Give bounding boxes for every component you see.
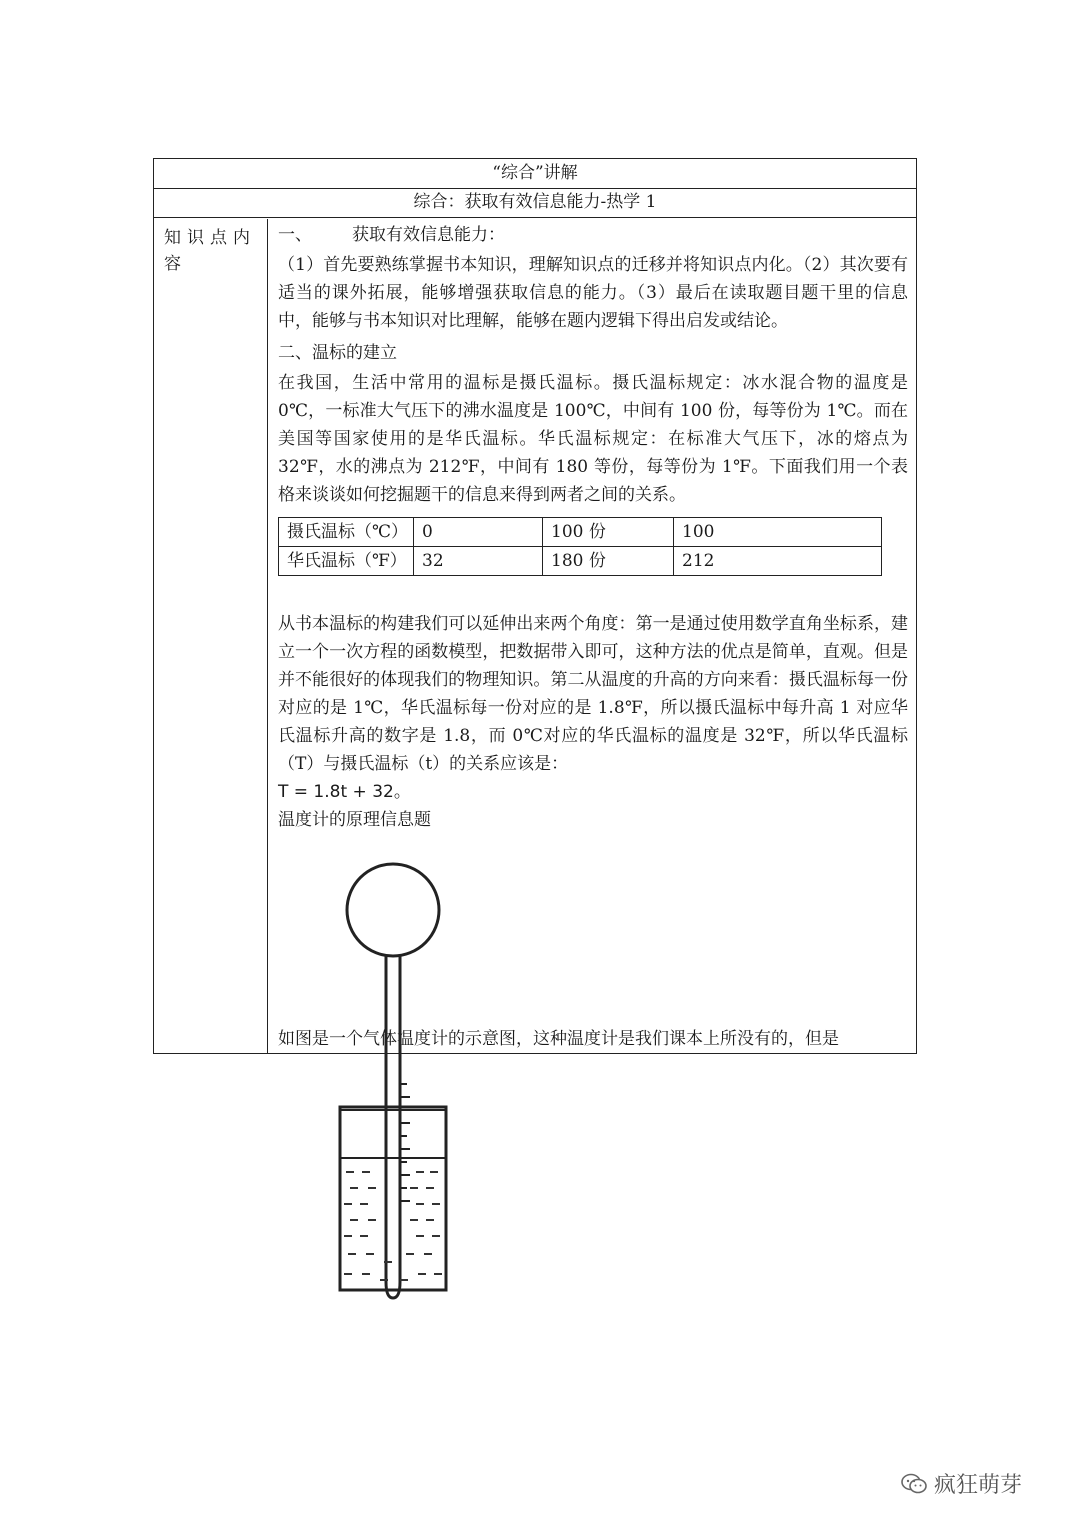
table-cell: 100 份 — [543, 518, 674, 547]
table-cell: 华氏温标（℉） — [279, 547, 414, 576]
table-cell: 0 — [414, 518, 543, 547]
table-cell: 摄氏温标（℃） — [279, 518, 414, 547]
beaker — [340, 1107, 446, 1290]
section1-heading-num: 一、 — [278, 225, 312, 245]
gas-thermometer-diagram — [320, 862, 620, 1302]
section3-subheading: 温度计的原理信息题 — [278, 810, 431, 830]
section2-heading: 二、温标的建立 — [278, 343, 397, 363]
liquid-dashes — [344, 1172, 442, 1280]
table-row — [279, 518, 882, 547]
section1-heading — [278, 221, 908, 249]
table-cell: 212 — [674, 547, 882, 576]
formula: T = 1.8t + 32。 — [278, 782, 411, 802]
table-cell: 100 — [674, 518, 882, 547]
left-label: 知识点内容 — [154, 219, 268, 1053]
footer-text: 如图是一个气体温度计的示意图，这种温度计是我们课本上所没有的，但是 — [278, 1029, 839, 1049]
watermark — [900, 1468, 1022, 1499]
section1-heading-text: 获取有效信息能力： — [352, 225, 505, 245]
page-subtitle: 综合：获取有效信息能力-热学 1 — [154, 188, 916, 218]
scale-table — [278, 517, 882, 576]
watermark-text: 疯狂萌芽 — [934, 1473, 1023, 1498]
thermometer-stem — [386, 955, 400, 1298]
table-cell: 32 — [414, 547, 543, 576]
table-row — [279, 547, 882, 576]
section1-body: （1）首先要熟练掌握书本知识，理解知识点的迁移并将知识点内化。（2）其次要有适当的课外拓展，能够增强获取信息的能力。（3）最后在读取题目题干里的信息中，能够与书本知识对比理解，能够在题内逻辑下得出启发或结论。 — [278, 255, 908, 331]
section2-body: 在我国，生活中常用的温标是摄氏温标。摄氏温标规定：冰水混合物的温度是 0℃，一标准大气压下的沸水温度是 100℃，中间有 100 份，每等份为 1℃。而在美国等国家使用的是华氏温标。华氏温标规定：在标准大气压下，冰的熔点为 32℉，水的沸点为 212℉，中间有 180 等份，每等份为 1℉。下面我们用一个表格来谈谈如何挖掘题干的信息来得到两者之间的关系。 — [278, 373, 908, 505]
table-cell: 180 份 — [543, 547, 674, 576]
thermometer-bulb — [347, 864, 439, 956]
wechat-icon — [900, 1472, 928, 1496]
section3-body: 从书本温标的构建我们可以延伸出来两个角度：第一是通过使用数学直角坐标系，建立一个一次方程的函数模型，把数据带入即可，这种方法的优点是简单，直观。但是并不能很好的体现我们的物理知识。第二从温度的升高的方向来看：摄氏温标每一份对应的是 1℃，华氏温标每一份对应的是 1.8℉，所以摄氏温标中每升高 1 对应华氏温标升高的数字是 1.8，而 0℃对应的华氏温标的温度是 32℉，所以华氏温标（T）与摄氏温标（t）的关系应该是： — [278, 614, 908, 774]
page-title: “综合”讲解 — [154, 159, 916, 189]
